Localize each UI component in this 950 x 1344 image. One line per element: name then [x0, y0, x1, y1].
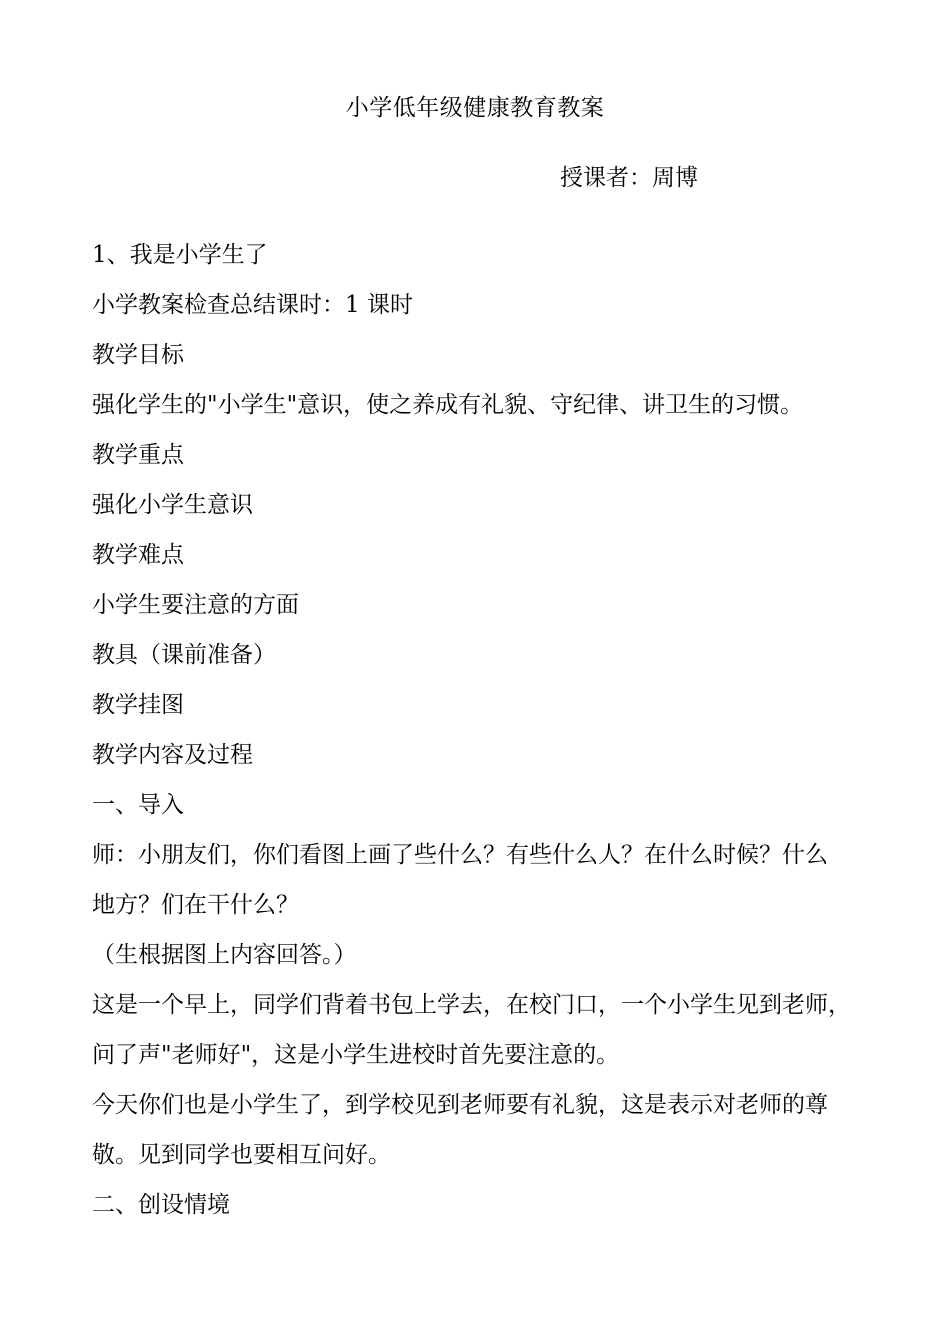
paragraph-line: 问了声"老师好"，这是小学生进校时首先要注意的。: [92, 1042, 620, 1068]
section-heading-key-points: 教学重点: [92, 442, 184, 468]
part-heading-scenario: 二、创设情境: [92, 1192, 230, 1218]
goals-text: 强化学生的"小学生"意识，使之养成有礼貌、守纪律、讲卫生的习惯。: [92, 392, 804, 418]
paragraph-line: 今天你们也是小学生了，到学校见到老师要有礼貌，这是表示对老师的尊: [92, 1092, 828, 1118]
section-heading-content: 教学内容及过程: [92, 742, 253, 768]
lesson-hours: 小学教案检查总结课时：1 课时: [92, 292, 413, 318]
document-author: 授课者：周博: [560, 165, 698, 191]
materials-text: 教学挂图: [92, 692, 184, 718]
document-title: 小学低年级健康教育教案: [345, 95, 605, 121]
section-heading-materials: 教具（课前准备）: [92, 642, 276, 668]
paragraph-line: 师：小朋友们，你们看图上画了些什么？有些什么人？在什么时候？什么: [92, 842, 828, 868]
paragraph-line: 敬。见到同学也要相互问好。: [92, 1142, 391, 1168]
key-points-text: 强化小学生意识: [92, 492, 253, 518]
document-body: [92, 230, 862, 1230]
difficulties-text: 小学生要注意的方面: [92, 592, 299, 618]
paragraph-line: （生根据图上内容回答。）: [92, 942, 357, 968]
paragraph-line: 这是一个早上，同学们背着书包上学去，在校门口，一个小学生见到老师，: [92, 992, 851, 1018]
part-heading-introduction: 一、导入: [92, 792, 184, 818]
section-heading-goals: 教学目标: [92, 342, 184, 368]
lesson-heading: 1、我是小学生了: [92, 242, 268, 268]
section-heading-difficulties: 教学难点: [92, 542, 184, 568]
paragraph-line: 地方？们在干什么？: [92, 892, 299, 918]
